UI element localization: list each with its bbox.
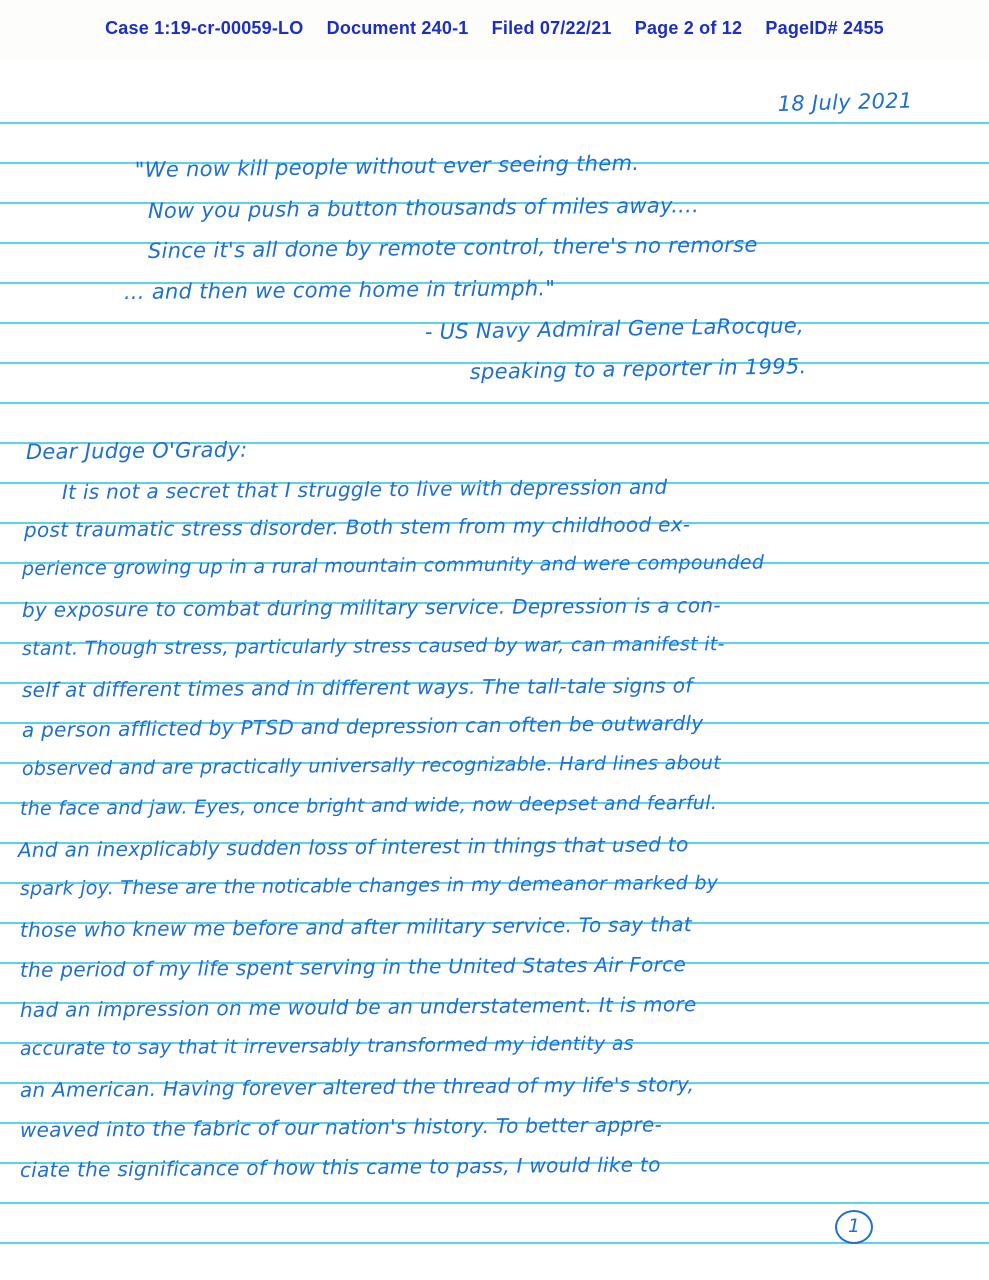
rule-line	[0, 122, 989, 124]
rule-line	[0, 1242, 989, 1244]
rule-line	[0, 1202, 989, 1204]
rule-line	[0, 402, 989, 404]
ruled-notebook-paper	[0, 60, 989, 1280]
body-line: And an inexplicably sudden loss of interest in things that used to	[17, 832, 689, 862]
handwritten-page-number: 1	[835, 1210, 873, 1244]
body-line: ciate the significance of how this came to pass, I would like to	[19, 1152, 661, 1182]
body-line: had an impression on me would be an understatement. It is more	[19, 992, 697, 1022]
case-number: Case 1:19-cr-00059-LO	[105, 18, 304, 38]
body-line: stant. Though stress, particularly stress caused by war, can manifest it-	[21, 633, 725, 660]
body-line: It is not a secret that I struggle to live with depression and	[61, 474, 668, 504]
body-line: the face and jaw. Eyes, once bright and wide, now deepset and fearful.	[19, 791, 718, 820]
page-id: PageID# 2455	[765, 18, 884, 38]
page-indicator: Page 2 of 12	[634, 18, 743, 38]
court-filing-header	[0, 18, 989, 39]
body-line: those who knew me before and after military service. To say that	[19, 912, 693, 942]
handwritten-date: 18 July 2021	[777, 88, 913, 116]
quote-line: Now you push a button thousands of miles away....	[147, 193, 700, 223]
body-line: post traumatic stress disorder. Both stem from my childhood ex-	[23, 512, 691, 542]
body-line: an American. Having forever altered the thread of my life's story,	[19, 1072, 695, 1102]
quote-attribution: speaking to a reporter in 1995.	[469, 354, 807, 384]
body-line: self at different times and in different ways. The tall-tale signs of	[21, 673, 693, 702]
quote-line: Since it's all done by remote control, there's no remorse	[147, 232, 758, 263]
quote-line: "We now kill people without ever seeing them.	[134, 150, 640, 182]
body-line: accurate to say that it irreversably transformed my identity as	[19, 1032, 635, 1060]
body-line: spark joy. These are the noticable changes in my demeanor marked by	[19, 871, 719, 900]
quote-attribution: - US Navy Admiral Gene LaRocque,	[424, 313, 805, 344]
salutation: Dear Judge O'Grady:	[25, 437, 248, 464]
document-number: Document 240-1	[326, 18, 469, 38]
body-line: perience growing up in a rural mountain community and were compounded	[21, 551, 765, 580]
filed-date: Filed 07/22/21	[491, 18, 612, 38]
body-line: weaved into the fabric of our nation's history. To better appre-	[19, 1112, 663, 1142]
body-line: by exposure to combat during military service. Depression is a con-	[21, 593, 721, 622]
body-line: observed and are practically universally recognizable. Hard lines about	[21, 751, 722, 780]
quote-line: ... and then we come home in triumph."	[123, 276, 556, 304]
body-line: a person afflicted by PTSD and depression can often be outwardly	[21, 710, 704, 742]
body-line: the period of my life spent serving in the United States Air Force	[19, 952, 687, 982]
